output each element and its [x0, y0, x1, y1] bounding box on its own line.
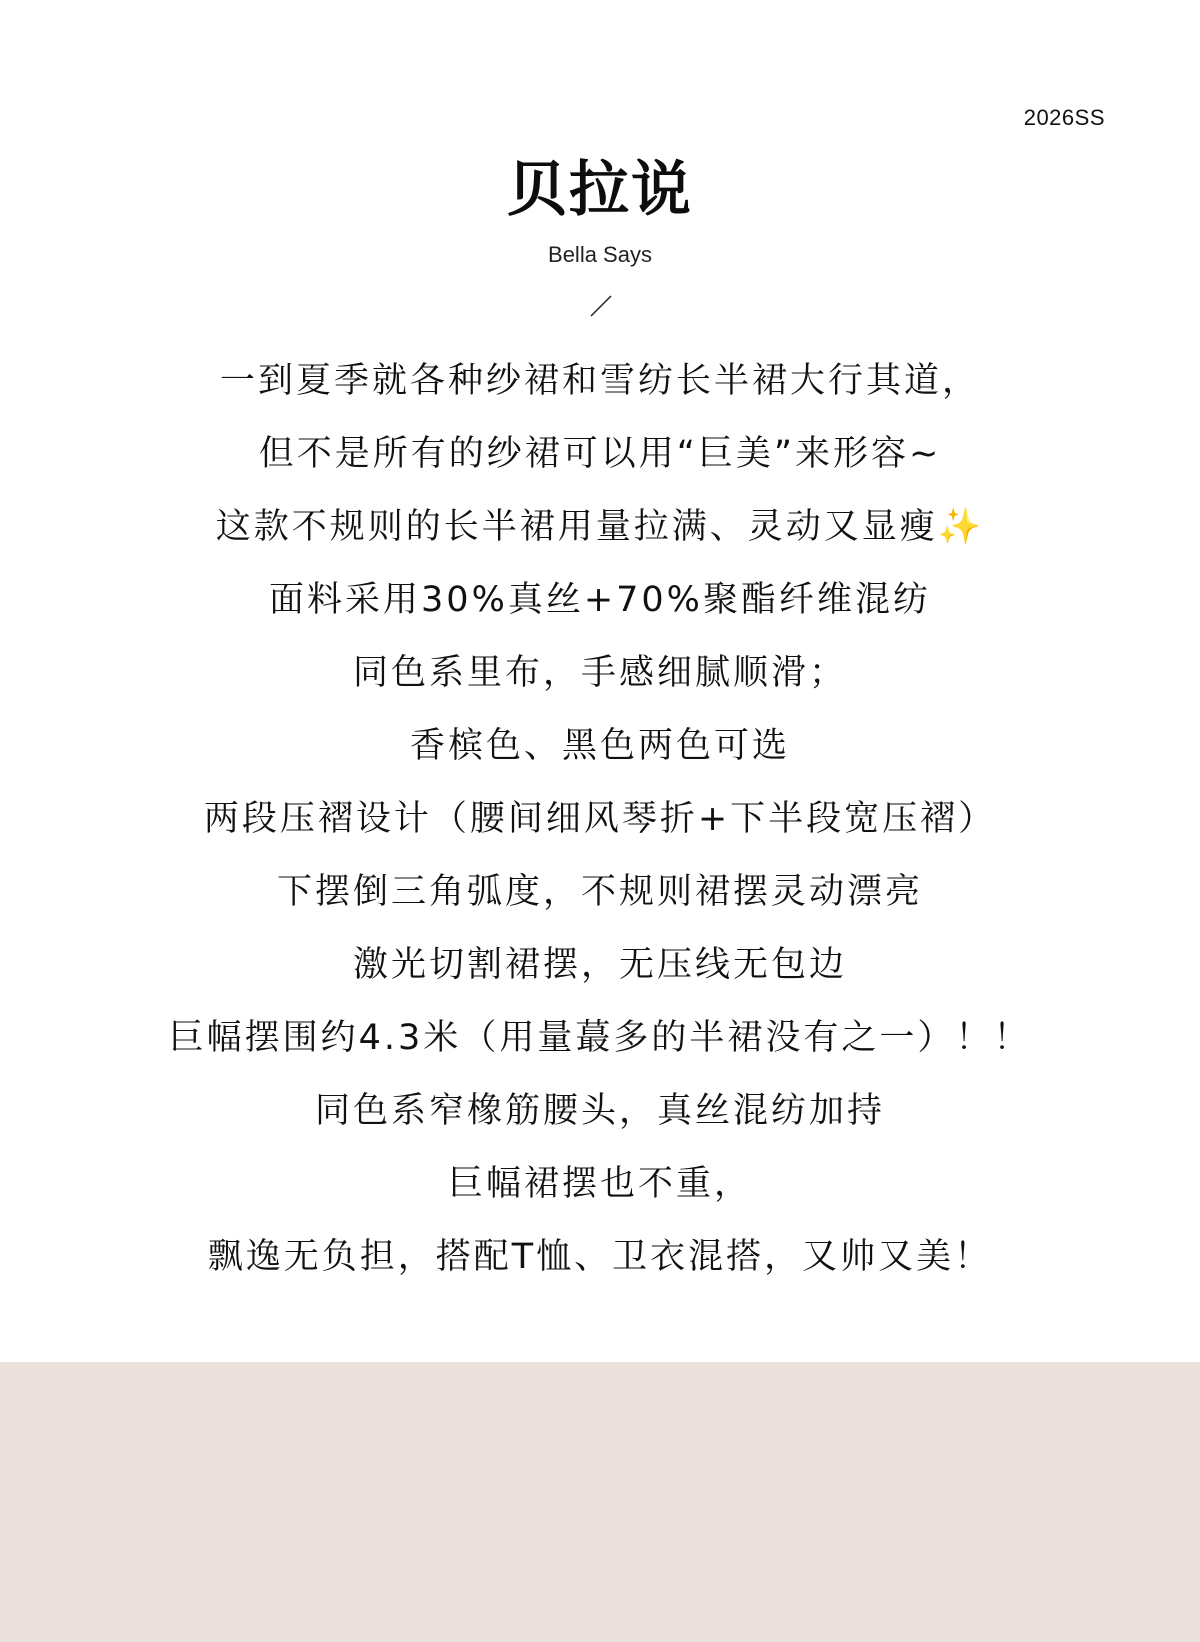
slash-divider-icon	[588, 293, 614, 319]
bottom-color-band	[0, 1362, 1200, 1642]
description-line: 一到夏季就各种纱裙和雪纺长半裙大行其道，	[219, 361, 980, 401]
description-text	[0, 345, 1200, 1294]
description-line: 同色系窄橡筋腰头，真丝混纺加持	[314, 1091, 885, 1131]
description-line: 但不是所有的纱裙可以用“巨美”来形容~	[258, 434, 942, 474]
description-line: 香槟色、黑色两色可选	[409, 726, 790, 766]
description-line: 巨幅摆围约4.3米（用量蕞多的半裙没有之一）！！	[168, 1018, 1032, 1058]
description-line: 这款不规则的长半裙用量拉满、灵动又显瘦✨	[215, 507, 985, 547]
page-subtitle: Bella Says	[548, 242, 652, 267]
description-line: 面料采用30%真丝+70%聚酯纤维混纺	[269, 580, 931, 620]
season-label: 2026SS	[1023, 105, 1105, 130]
page-title: 贝拉说	[507, 155, 693, 225]
description-line: 下摆倒三角弧度，不规则裙摆灵动漂亮	[276, 872, 923, 912]
description-line: 两段压褶设计（腰间细风琴折+下半段宽压褶）	[203, 799, 997, 839]
description-line: 激光切割裙摆，无压线无包边	[352, 945, 847, 985]
description-line: 巨幅裙摆也不重，	[447, 1164, 752, 1204]
description-line: 同色系里布，手感细腻顺滑；	[352, 653, 847, 693]
description-line: 飘逸无负担，搭配T恤、卫衣混搭，又帅又美！	[207, 1237, 993, 1277]
